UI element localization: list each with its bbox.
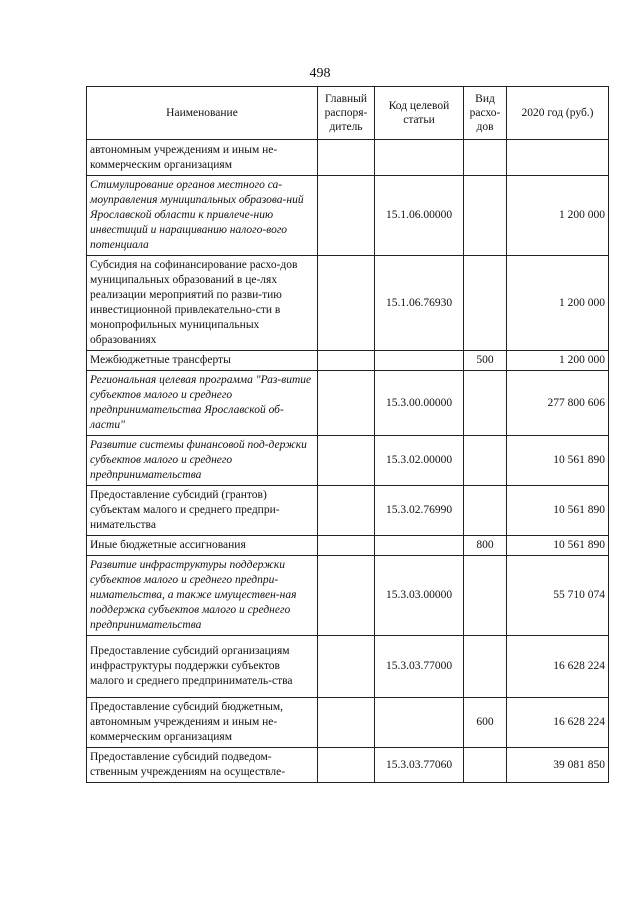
cell-amount: 10 561 890 bbox=[507, 436, 609, 486]
table-row bbox=[87, 536, 609, 556]
table-row bbox=[87, 140, 609, 176]
table-row bbox=[87, 748, 609, 783]
cell-code: 15.3.02.00000 bbox=[375, 436, 464, 486]
cell-amount: 1 200 000 bbox=[507, 176, 609, 256]
cell-name: Региональная целевая программа "Раз-витие субъектов малого и среднего предпринимательства Ярославской об-ласти" bbox=[87, 371, 318, 436]
cell-type bbox=[464, 436, 507, 486]
table-row bbox=[87, 351, 609, 371]
cell-code: 15.3.02.76990 bbox=[375, 486, 464, 536]
cell-type bbox=[464, 140, 507, 176]
cell-amount: 10 561 890 bbox=[507, 486, 609, 536]
cell-admin bbox=[318, 140, 375, 176]
cell-type bbox=[464, 256, 507, 351]
cell-amount: 1 200 000 bbox=[507, 351, 609, 371]
cell-code bbox=[375, 536, 464, 556]
cell-code bbox=[375, 351, 464, 371]
cell-amount: 16 628 224 bbox=[507, 636, 609, 698]
cell-type: 800 bbox=[464, 536, 507, 556]
table-row bbox=[87, 556, 609, 636]
table-row bbox=[87, 636, 609, 698]
cell-type bbox=[464, 636, 507, 698]
table-header-row bbox=[87, 87, 609, 140]
cell-name: Предоставление субсидий организациям инфраструктуры поддержки субъектов малого и среднего предприниматель-ства bbox=[87, 636, 318, 698]
cell-admin bbox=[318, 351, 375, 371]
cell-admin bbox=[318, 556, 375, 636]
cell-code: 15.3.03.00000 bbox=[375, 556, 464, 636]
cell-name: Предоставление субсидий бюджетным, автономным учреждениям и иным не-коммерческим организациям bbox=[87, 698, 318, 748]
cell-name: Предоставление субсидий подведом-ственным учреждениям на осуществле- bbox=[87, 748, 318, 783]
cell-admin bbox=[318, 371, 375, 436]
cell-code bbox=[375, 698, 464, 748]
cell-name: Иные бюджетные ассигнования bbox=[87, 536, 318, 556]
cell-admin bbox=[318, 256, 375, 351]
cell-name: автономным учреждениям и иным не-коммерческим организациям bbox=[87, 140, 318, 176]
cell-amount bbox=[507, 140, 609, 176]
cell-type bbox=[464, 486, 507, 536]
cell-admin bbox=[318, 176, 375, 256]
cell-type: 600 bbox=[464, 698, 507, 748]
cell-type bbox=[464, 748, 507, 783]
cell-type: 500 bbox=[464, 351, 507, 371]
table-row bbox=[87, 371, 609, 436]
cell-code: 15.3.03.77000 bbox=[375, 636, 464, 698]
cell-amount: 16 628 224 bbox=[507, 698, 609, 748]
cell-amount: 55 710 074 bbox=[507, 556, 609, 636]
cell-admin bbox=[318, 636, 375, 698]
cell-amount: 39 081 850 bbox=[507, 748, 609, 783]
table-row bbox=[87, 486, 609, 536]
page-number: 498 bbox=[309, 66, 331, 81]
cell-name: Развитие инфраструктуры поддержки субъектов малого и среднего предпри-нимательства, а также имуществен-ная поддержка субъектов малого и среднего предпринимательства bbox=[87, 556, 318, 636]
cell-name: Межбюджетные трансферты bbox=[87, 351, 318, 371]
cell-code bbox=[375, 140, 464, 176]
table-row bbox=[87, 256, 609, 351]
header-type: Вид расхо-дов bbox=[464, 87, 507, 140]
cell-code: 15.1.06.00000 bbox=[375, 176, 464, 256]
cell-code: 15.3.00.00000 bbox=[375, 371, 464, 436]
cell-type bbox=[464, 556, 507, 636]
cell-admin bbox=[318, 748, 375, 783]
table-row bbox=[87, 698, 609, 748]
cell-name: Стимулирование органов местного са-моуправления муниципальных образова-ний Ярославской области к привлече-нию инвестиций и наращиванию налого-вого потенциала bbox=[87, 176, 318, 256]
table-body bbox=[87, 140, 609, 783]
cell-admin bbox=[318, 436, 375, 486]
cell-name: Развитие системы финансовой под-держки субъектов малого и среднего предпринимательства bbox=[87, 436, 318, 486]
header-amount: 2020 год (руб.) bbox=[507, 87, 609, 140]
header-code: Код целевой статьи bbox=[375, 87, 464, 140]
cell-admin bbox=[318, 536, 375, 556]
budget-table bbox=[86, 86, 609, 783]
table-row bbox=[87, 436, 609, 486]
cell-amount: 277 800 606 bbox=[507, 371, 609, 436]
header-name: Наименование bbox=[87, 87, 318, 140]
cell-type bbox=[464, 176, 507, 256]
cell-code: 15.1.06.76930 bbox=[375, 256, 464, 351]
header-admin: Главный распоря-дитель bbox=[318, 87, 375, 140]
cell-admin bbox=[318, 698, 375, 748]
cell-amount: 10 561 890 bbox=[507, 536, 609, 556]
cell-code: 15.3.03.77060 bbox=[375, 748, 464, 783]
cell-admin bbox=[318, 486, 375, 536]
table-row bbox=[87, 176, 609, 256]
cell-amount: 1 200 000 bbox=[507, 256, 609, 351]
cell-type bbox=[464, 371, 507, 436]
cell-name: Субсидия на софинансирование расхо-дов муниципальных образований в це-лях реализации мероприятий по разви-тию инвестиционной привлекательно-сти в монопрофильных муниципальных образованиях bbox=[87, 256, 318, 351]
cell-name: Предоставление субсидий (грантов) субъектам малого и среднего предпри-нимательства bbox=[87, 486, 318, 536]
